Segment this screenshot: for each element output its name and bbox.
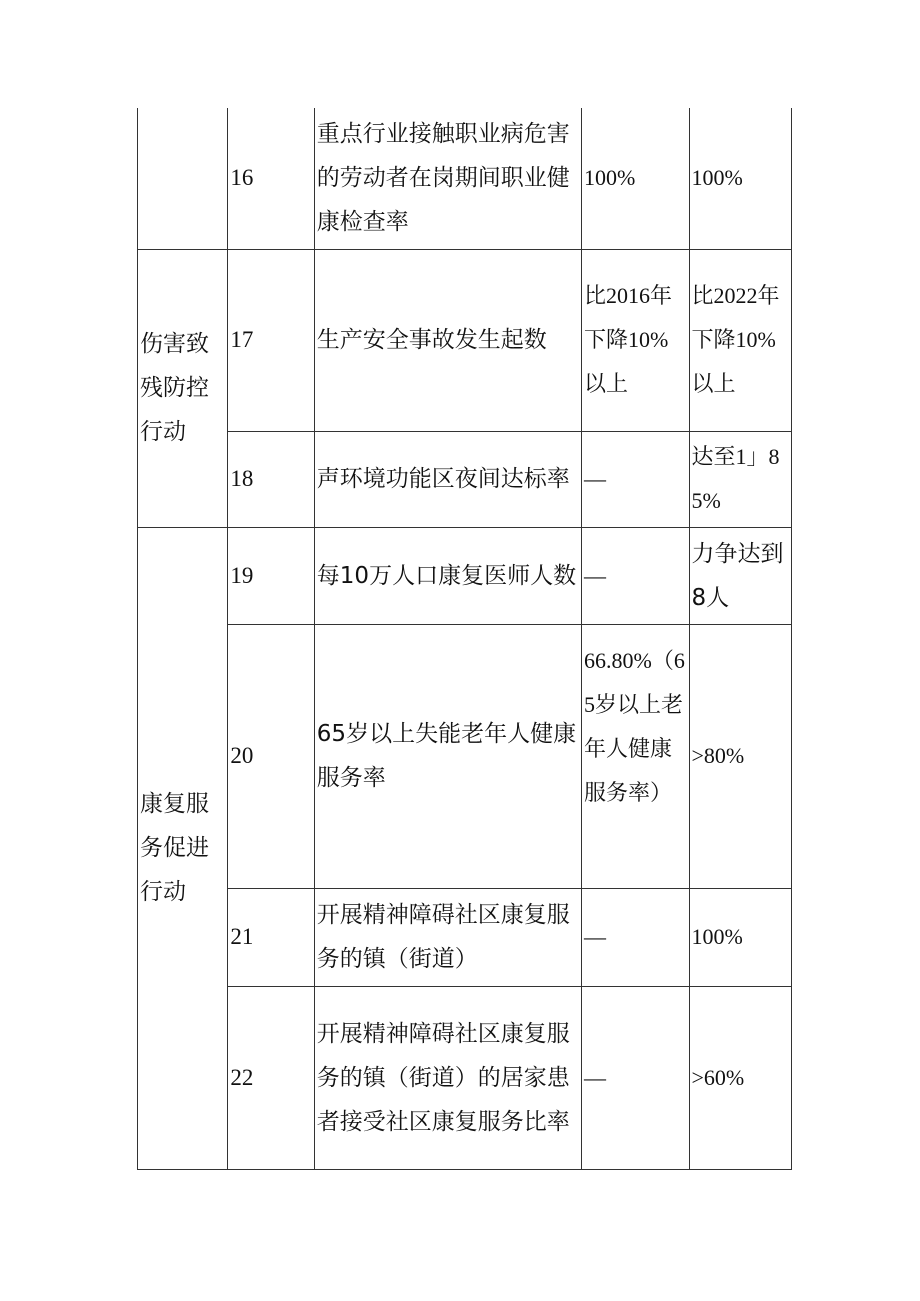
baseline-cell: — (582, 986, 689, 1169)
baseline-cell: 100% (582, 108, 689, 249)
table-row (138, 431, 792, 527)
table-row (138, 624, 792, 888)
target-cell: >80% (689, 624, 792, 888)
indicator-cell: 重点行业接触职业病危害的劳动者在岗期间职业健康检查率 (314, 108, 581, 249)
row-number: 21 (228, 888, 314, 986)
row-number: 19 (228, 527, 314, 624)
baseline-cell: — (582, 431, 689, 527)
indicator-cell: 开展精神障碍社区康复服务的镇（街道）的居家患者接受社区康复服务比率 (314, 986, 581, 1169)
row-number: 20 (228, 624, 314, 888)
category-cell: 康复服务促进行动 (138, 527, 228, 1169)
row-number: 18 (228, 431, 314, 527)
indicator-cell: 生产安全事故发生起数 (314, 249, 581, 431)
indicator-table (137, 108, 792, 1170)
target-cell: 100% (689, 108, 792, 249)
table-row (138, 249, 792, 431)
table-row (138, 108, 792, 249)
row-number: 22 (228, 986, 314, 1169)
indicator-cell: 每10万人口康复医师人数 (314, 527, 581, 624)
target-cell: 达至1」85% (689, 431, 792, 527)
target-cell: 力争达到8人 (689, 527, 792, 624)
baseline-cell: 66.80%（65岁以上老年人健康服务率） (582, 624, 689, 888)
category-cell: 伤害致残防控行动 (138, 249, 228, 527)
baseline-cell: 比2016年下降10%以上 (582, 249, 689, 431)
table-row (138, 527, 792, 624)
row-number: 16 (228, 108, 314, 249)
indicator-cell: 开展精神障碍社区康复服务的镇（街道） (314, 888, 581, 986)
target-cell: 100% (689, 888, 792, 986)
table-row (138, 888, 792, 986)
baseline-cell: — (582, 888, 689, 986)
baseline-cell: — (582, 527, 689, 624)
indicator-cell: 65岁以上失能老年人健康服务率 (314, 624, 581, 888)
target-cell: >60% (689, 986, 792, 1169)
target-cell: 比2022年下降10%以上 (689, 249, 792, 431)
category-cell (138, 108, 228, 249)
row-number: 17 (228, 249, 314, 431)
table-row (138, 986, 792, 1169)
indicator-cell: 声环境功能区夜间达标率 (314, 431, 581, 527)
